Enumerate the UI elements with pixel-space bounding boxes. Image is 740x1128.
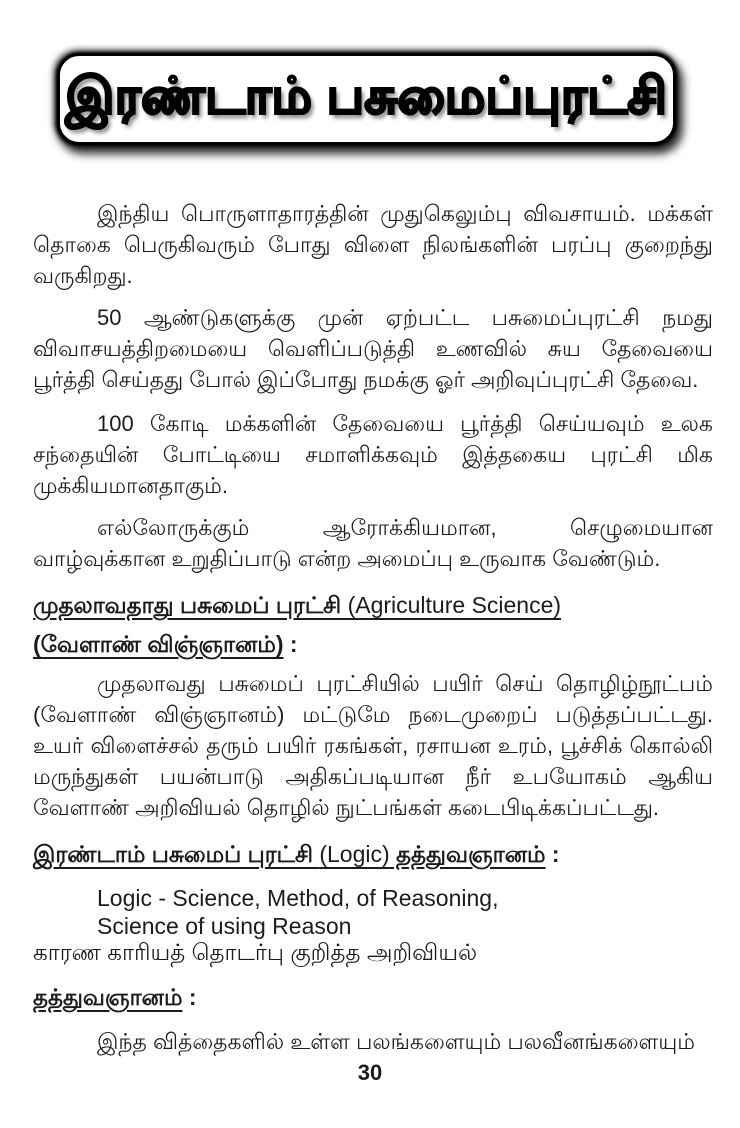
paragraph-intro: இந்திய பொருளாதாரத்தின் முதுகெலும்பு விவசாயம். மக்கள் தொகை பெருகிவரும் போது விளை நிலங்களின் பரப்பு குறைந்து வருகிறது. — [33, 201, 713, 288]
heading-logic-tamil2: தத்துவஞானம் — [389, 841, 546, 867]
heading-agriculture-science — [33, 589, 713, 661]
logic-definition-line1: Logic - Science, Method, of Reasoning, — [97, 885, 499, 911]
logic-definition-line2: Science of using Reason — [97, 913, 352, 939]
paragraph-population: 100 கோடி மக்களின் தேவையை பூர்த்தி செய்யவும் உலக சந்தையின் போட்டியை சமாளிக்கவும் இத்தகைய புரட்சி மிக முக்கியமானதாகும். — [33, 411, 713, 498]
heading-agriculture-tamil: முதலாவதாது பசுமைப் புரட்சி — [33, 592, 348, 618]
heading-logic-colon: : — [545, 841, 560, 867]
heading-philosophy-colon: : — [182, 984, 197, 1010]
paragraph-seeds: இந்த வித்தைகளில் உள்ள பலங்களையும் பலவீனங்களையும் — [97, 1029, 695, 1054]
heading-agriculture-line1 — [33, 589, 713, 622]
heading-logic — [33, 838, 713, 871]
heading-logic-tamil1: இரண்டாம் பசுமைப் புரட்சி — [33, 841, 320, 867]
heading-agriculture-subtitle: (வேளாண் விஞ்ஞானம்) — [33, 631, 284, 657]
heading-agriculture-line2 — [33, 628, 713, 661]
page-title: இரண்டாம் பசுமைப்புரட்சி — [65, 67, 668, 124]
heading-philosophy — [33, 981, 713, 1014]
title-banner — [57, 53, 676, 145]
page-number: 30 — [357, 1060, 383, 1085]
heading-logic-latin: (Logic) — [319, 841, 390, 867]
paragraph-first-revolution: முதலாவது பசுமைப் புரட்சியில் பயிர் செய் தொழிழ்நூட்பம் (வேளாண் விஞ்ஞானம்) மட்டுமே நடைமுறைப் படுத்தப்பட்டது. உயர் விளைச்சல் தரும் பயிர் ரகங்கள், ரசாயன உரம், பூச்சிக் கொல்லி மருந்துகள் பயன்பாடு அதிகப்படியான நீர் உபயோகம் ஆகிய வேளாண் அறிவியல் தொழில் நுட்பங்கள் கடைபிடிக்கப்பட்டது. — [33, 671, 713, 820]
logic-definition-tamil: காரண காரியத் தொடர்பு குறித்த அறிவியல் — [33, 939, 478, 965]
logic-definition — [97, 884, 657, 940]
heading-agriculture-latin: (Agriculture Science) — [347, 592, 562, 618]
heading-agriculture-colon: : — [283, 631, 298, 657]
paragraph-green-revolution: 50 ஆண்டுகளுக்கு முன் ஏற்பட்ட பசுமைப்புரட்சி நமது விவாசயத்திறமையை வெளிப்படுத்தி உணவில் சுய தேவையை பூர்த்தி செய்தது போல் இப்போது நமக்கு ஓர் அறிவுப்புரட்சி தேவை. — [33, 305, 713, 392]
heading-philosophy-text: தத்துவஞானம் — [33, 984, 183, 1010]
paragraph-healthy-life: எல்லோருக்கும் ஆரோக்கியமான, செழுமையான வாழ்வுக்கான உறுதிப்பாடு என்ற அமைப்பு உருவாக வேண்டும். — [33, 515, 713, 571]
